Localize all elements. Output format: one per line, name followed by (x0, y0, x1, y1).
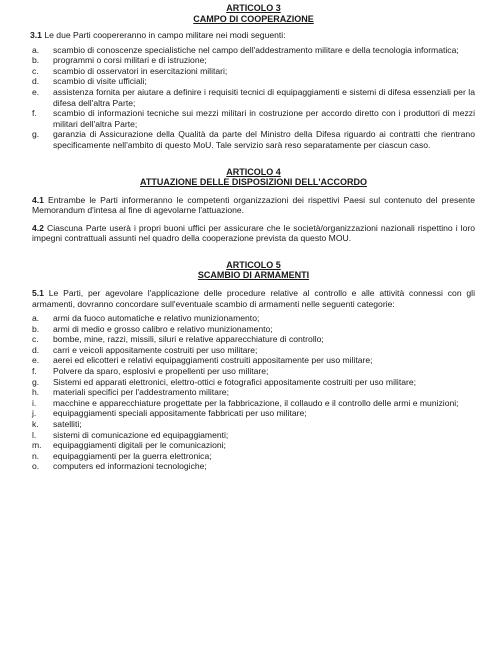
list-item (32, 66, 475, 77)
list-item (32, 355, 475, 366)
list-item-text: satelliti; (53, 419, 82, 430)
list-item (32, 87, 475, 108)
article-3-subtitle: CAMPO DI COOPERAZIONE (193, 13, 314, 24)
list-item (32, 324, 475, 335)
list-item-text: sistemi di comunicazione ed equipaggiamenti; (53, 429, 229, 440)
list-item-text: Polvere da sparo, esplosivi e propellenti per uso militare; (53, 366, 269, 377)
list-item-letter: g. (32, 376, 40, 387)
list-item-letter: k. (32, 419, 39, 430)
list-item (32, 45, 475, 56)
list-item-letter: i. (32, 397, 37, 408)
article-4-paragraph-2 (32, 223, 475, 244)
list-item-text: armi da fuoco automatiche e relativo munizionamento; (53, 313, 260, 324)
list-item-letter: m. (32, 440, 42, 451)
list-item-letter: n. (32, 450, 40, 461)
list-item-text: aerei ed elicotteri e relativi equipaggiamenti costruiti appositamente per uso militare; (53, 355, 373, 366)
article-3-list (32, 45, 475, 151)
list-item-letter: c. (32, 65, 39, 76)
list-item-text: carri e veicoli appositamente costruiti per uso militare; (53, 344, 258, 355)
list-item-letter: j. (32, 408, 37, 419)
article-4-p2-text: Ciascuna Parte userà i propri buoni uffici per assicurare che le società/organizzazioni nazionali rispettino i loro impegni contrattuali assunti nel quadro della cooperazione prevista da questo MOU. (32, 222, 476, 244)
list-item-letter: a. (32, 313, 40, 324)
list-item (32, 313, 475, 324)
list-item-letter: a. (32, 44, 40, 55)
list-item (32, 366, 475, 377)
list-item (32, 440, 475, 451)
article-4-p1-number: 4.1 (32, 194, 44, 205)
list-item-letter: h. (32, 387, 40, 398)
list-item (32, 461, 475, 472)
list-item-text: equipaggiamenti digitali per le comunicazioni; (53, 440, 226, 451)
list-item-text: scambio di informazioni tecniche sui mezzi militari in costruzione per accordo diretto con i produttori di mezzi militari dell'altra Parte; (53, 108, 475, 129)
list-item-text: programmi o corsi militari e di istruzione; (53, 55, 207, 66)
list-item-text: scambio di conoscenze specialistiche nel campo dell'addestramento militare e della tecnologia informatica; (53, 44, 459, 55)
article-5-intro-text: Le Parti, per agevolare l'applicazione delle procedure relative al controllo e alle attività connessi con gli armamenti, dovranno concordare sull'eventuale scambio di armamenti nelle seguenti categorie: (32, 287, 475, 309)
article-3-title: ARTICOLO 3 (226, 3, 281, 13)
list-item (32, 76, 475, 87)
list-item-text: macchine e apparecchiature progettate per la fabbricazione, il collaudo e il controllo delle armi e munizioni; (53, 397, 459, 408)
list-item-letter: l. (32, 429, 37, 440)
list-item-text: scambio di osservatori in esercitazioni militari; (53, 65, 228, 76)
list-item (32, 451, 475, 462)
article-4-subtitle: ATTUAZIONE DELLE DISPOSIZIONI DELL'ACCORDO (140, 177, 367, 188)
article-4-p2-number: 4.2 (32, 222, 44, 233)
list-item-letter: o. (32, 461, 40, 472)
list-item-text: Sistemi ed apparati elettronici, elettro-ottici e fotografici appositamente costruiti per uso militare; (53, 376, 417, 387)
article-5-subtitle: SCAMBIO DI ARMAMENTI (197, 270, 310, 281)
list-item-letter: d. (32, 344, 40, 355)
list-item-text: computers ed informazioni tecnologiche; (53, 461, 207, 472)
list-item (32, 108, 475, 129)
list-item-text: bombe, mine, razzi, missili, siluri e relative apparecchiature di controllo; (53, 334, 324, 345)
article-5-title: ARTICOLO 5 (226, 259, 281, 270)
article-3-intro-number: 3.1 (30, 30, 42, 40)
list-item-letter: d. (32, 76, 40, 87)
list-item-text: garanzia di Assicurazione della Qualità da parte del Ministro della Difesa riguardo ai contratti che rientrano specificamente nell'ambito di questo MoU. Tale servizio sarà reso separatamente per ciascun caso. (53, 129, 475, 150)
list-item-letter: f. (32, 366, 37, 377)
list-item (32, 387, 475, 398)
article-4-paragraph-1 (32, 195, 475, 216)
article-4-title: ARTICOLO 4 (226, 166, 281, 177)
article-5-intro (32, 288, 475, 309)
list-item-text: assistenza fornita per aiutare a definire i requisiti tecnici di equipaggiamenti e sistemi di difesa essenziali per la difesa dell'altra Parte; (53, 86, 475, 108)
list-item-letter: g. (32, 129, 40, 140)
list-item (32, 408, 475, 419)
list-item-text: equipaggiamenti speciali appositamente fabbricati per uso militare; (53, 408, 307, 419)
list-item (32, 377, 475, 388)
article-5-list (32, 313, 475, 472)
list-item-letter: e. (32, 86, 40, 97)
list-item-text: armi di medio e grosso calibro e relativo munizionamento; (53, 323, 273, 334)
list-item (32, 334, 475, 345)
list-item (32, 398, 475, 409)
article-4-p1-text: Entrambe le Parti informeranno le competenti organizzazioni dei rispettivi Paesi sul contenuto del presente Memorandum d'intesa al fine di agevolarne l'attuazione. (32, 194, 475, 216)
list-item-letter: b. (32, 55, 40, 66)
article-3-intro (30, 30, 475, 41)
list-item-letter: f. (32, 108, 37, 119)
list-item-text: scambio di visite ufficiali; (53, 76, 147, 87)
list-item-text: equipaggiamenti per la guerra elettronica; (53, 450, 212, 461)
list-item-text: materiali specifici per l'addestramento militare; (53, 387, 229, 398)
list-item (32, 129, 475, 150)
article-3-intro-text: Le due Parti coopereranno in campo militare nei modi seguenti: (44, 30, 286, 40)
list-item (32, 430, 475, 441)
list-item (32, 55, 475, 66)
list-item-letter: b. (32, 323, 40, 334)
list-item-letter: c. (32, 334, 39, 345)
list-item (32, 419, 475, 430)
article-5-intro-number: 5.1 (32, 287, 44, 298)
list-item (32, 345, 475, 356)
list-item-letter: e. (32, 355, 40, 366)
